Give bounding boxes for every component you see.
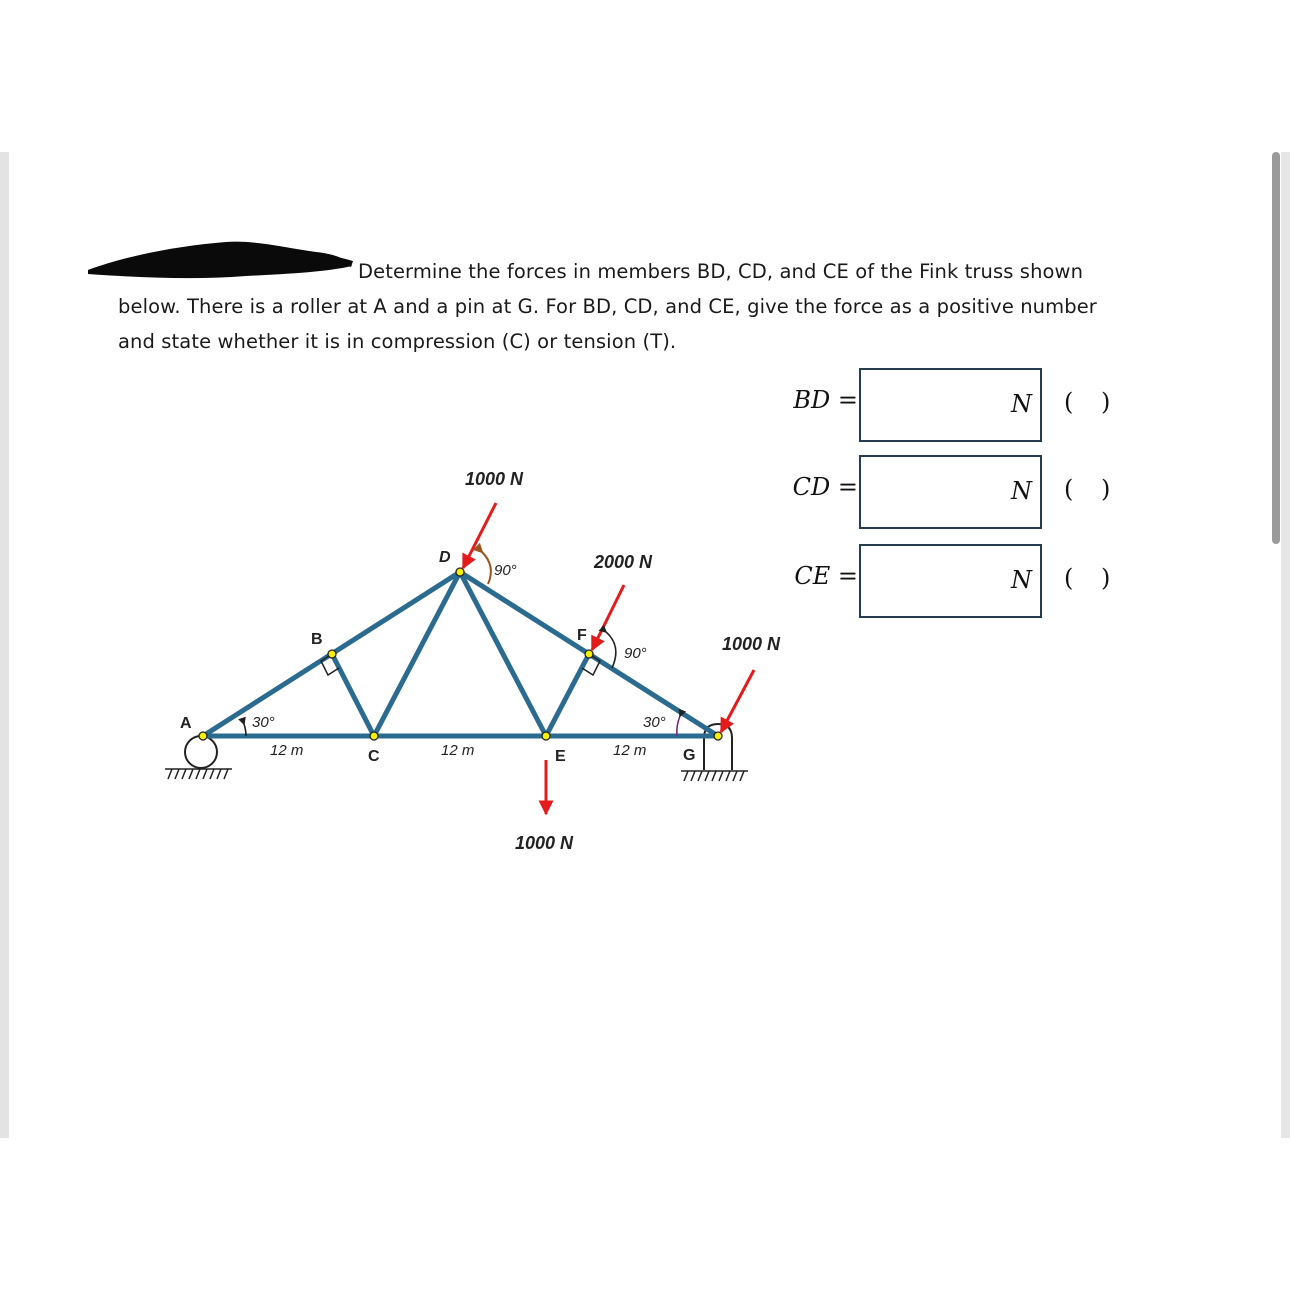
answer-label-bd: BD =: [793, 386, 858, 414]
angle-label-d: 90°: [494, 562, 517, 579]
load-arrow-g: [721, 670, 754, 732]
joint-label-b: B: [311, 631, 323, 648]
span-label-ce: 12 m: [441, 742, 475, 759]
joint-b: [328, 650, 336, 658]
roller-support-icon: [185, 736, 217, 768]
joint-a: [199, 732, 207, 740]
angle-arc-g: [677, 716, 680, 736]
joint-g: [714, 732, 722, 740]
joint-d: [456, 568, 464, 576]
joint-label-c: C: [368, 748, 380, 765]
angle-arc-d: [482, 552, 491, 584]
joint-label-f: F: [577, 627, 587, 644]
joint-e: [542, 732, 550, 740]
right-angle-markers: [321, 654, 600, 675]
answer-unit-ce: N: [1011, 566, 1032, 594]
span-label-ac: 12 m: [270, 742, 304, 759]
angle-label-f: 90°: [624, 645, 647, 662]
angle-arc-f: [606, 632, 616, 668]
answer-choice-bd[interactable]: ( ): [1064, 388, 1121, 416]
load-arrow-f: [592, 585, 624, 650]
ground-support-right: [681, 771, 748, 781]
answer-label-ce: CE =: [794, 562, 858, 590]
joint-f: [585, 650, 593, 658]
answer-choice-ce[interactable]: ( ): [1064, 564, 1121, 592]
load-label-d: 1000 N: [465, 469, 524, 489]
load-arrow-d: [463, 503, 496, 568]
answer-choice-cd[interactable]: ( ): [1064, 475, 1121, 503]
load-label-g: 1000 N: [722, 634, 781, 654]
joint-label-a: A: [180, 715, 192, 732]
joint-label-g: G: [683, 747, 696, 764]
answer-unit-cd: N: [1011, 477, 1032, 505]
joint-label-e: E: [555, 748, 566, 765]
answer-label-cd: CD =: [792, 473, 858, 501]
question-line-2: below. There is a roller at A and a pin at G. For BD, CD, and CE, give the force as a positive number: [118, 295, 1097, 318]
question-line-3: and state whether it is in compression (C) or tension (T).: [118, 330, 677, 353]
angle-label-g: 30°: [643, 714, 666, 731]
load-label-f: 2000 N: [594, 552, 653, 572]
joint-label-d: D: [439, 549, 451, 566]
span-label-eg: 12 m: [613, 742, 647, 759]
answer-unit-bd: N: [1011, 390, 1032, 418]
question-line-1: Determine the forces in members BD, CD, and CE of the Fink truss shown: [358, 260, 1084, 283]
angle-label-a: 30°: [252, 714, 275, 731]
joint-c: [370, 732, 378, 740]
ground-support-left: [165, 769, 232, 779]
load-label-e: 1000 N: [515, 833, 574, 853]
